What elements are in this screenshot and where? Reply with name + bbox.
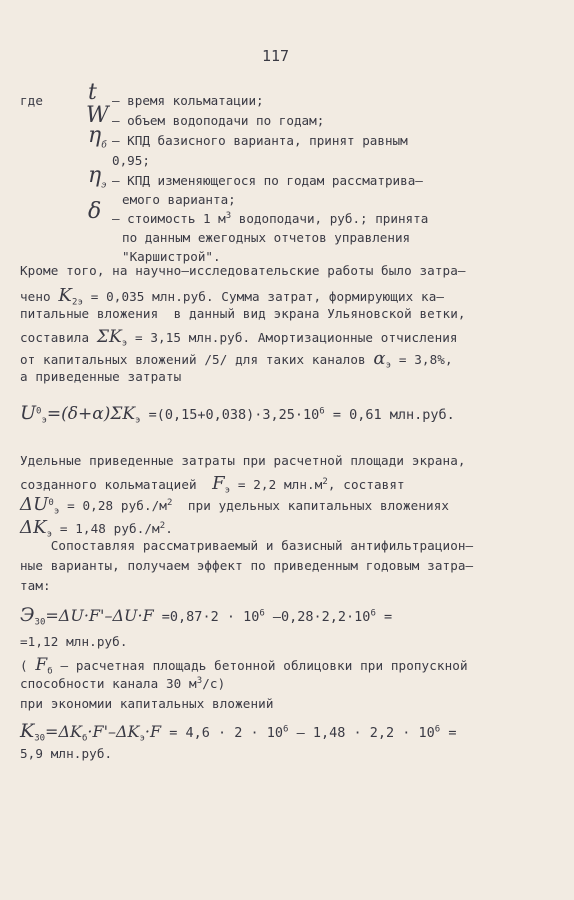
para2-line3: $\Delta U^0_э = 0,28$ $руб./м^2$ при удельных капитальных вложениях [20,494,450,517]
symbol-delta: δ [88,199,102,224]
symbol-eta-e: $\eta_э$ [88,163,107,191]
para1-line4: составила $\Sigma K_э = 3,15$ млн.руб. Амортизационные отчисления [20,327,458,349]
para1-line2: чено $K_{2э} = 0,035$ млн.руб. Сумма затрат, формирующих ка– [20,285,445,308]
formula-effect-result: =1,12 млн.руб. [20,634,128,649]
legend-t-text: – время кольматации; [112,93,264,108]
note-line3: при экономии капитальных вложений [20,696,274,711]
para1-line5: от капитальных вложений /5/ для таких каналов $\alpha_э = 3,8\%$, [20,348,453,371]
legend-where: где [20,93,44,108]
legend-w-text: – объем водоподачи по годам; [112,113,325,128]
para2-line2: созданного кольматацией $F_э = 2,2$ $млн.м^2$, составят [20,473,405,496]
legend-delta-text: – стоимость 1 $м^3$ водоподачи, руб.; принята [112,211,429,227]
para1-line6: а приведенные затраты [20,369,182,384]
formula-effect: $Э_{30}=\Delta U\cdot F'-\Delta U\cdot F =0,87\cdot 2 \cdot 10^6$ $-0,28\cdot 2,2\cdot 10^6$ = [20,604,393,628]
legend-eta-b-text: – КПД базисного варианта, принят равным [112,133,408,148]
para1-line1: Кроме того, на научно–исследовательские работы было затра– [20,263,466,278]
para1-line3: питальные вложения в данный вид экрана Ульяновской ветки, [20,306,466,321]
formula-capital-savings-result: 5,9 млн.руб. [20,746,113,761]
legend-eta-e-text: – КПД изменяющегося по годам рассматрива– [112,173,423,188]
note-line2: способности канала 30 $м^3/с$) [20,676,226,692]
formula-capital-savings: $K_{30}=\Delta K_б\cdot F'-\Delta K_э\cdot F = 4,6 \cdot 2 \cdot 10^6 - 1,48 \cdot 2,2 \cdot 10^6$ = [20,720,457,744]
symbol-t: t [88,80,97,105]
page-number: 117 [262,47,290,65]
para3-line3: там: [20,578,51,593]
para3-line2: ные варианты, получаем эффект по приведенным годовым затра– [20,558,474,573]
para3-line1: Сопоставляя рассматриваемый и базисный антифильтрацион– [20,538,474,553]
note-line1: ( $F_б$ – расчетная площадь бетонной облицовки при пропускной [20,655,468,677]
legend-delta-cont2: "Каршистрой". [122,249,221,264]
legend-eta-b-cont: 0,95; [112,153,150,168]
para2-line4: $\Delta K_э = 1,48$ $руб./м^2$. [20,517,173,540]
para2-line1: Удельные приведенные затраты при расчетной площади экрана, [20,453,466,468]
symbol-w: W [86,103,109,128]
symbol-eta-b: $\eta_б$ [88,123,107,151]
formula-reduced-costs: $U^0_э=(\delta+\alpha)\Sigma K_э =(0,15+0,038)\cdot 3,25\cdot 10^6 = 0,61$ млн.руб. [20,402,455,426]
legend-delta-cont1: по данным ежегодных отчетов управления [122,230,411,245]
legend-eta-e-cont: емого варианта; [122,192,236,207]
